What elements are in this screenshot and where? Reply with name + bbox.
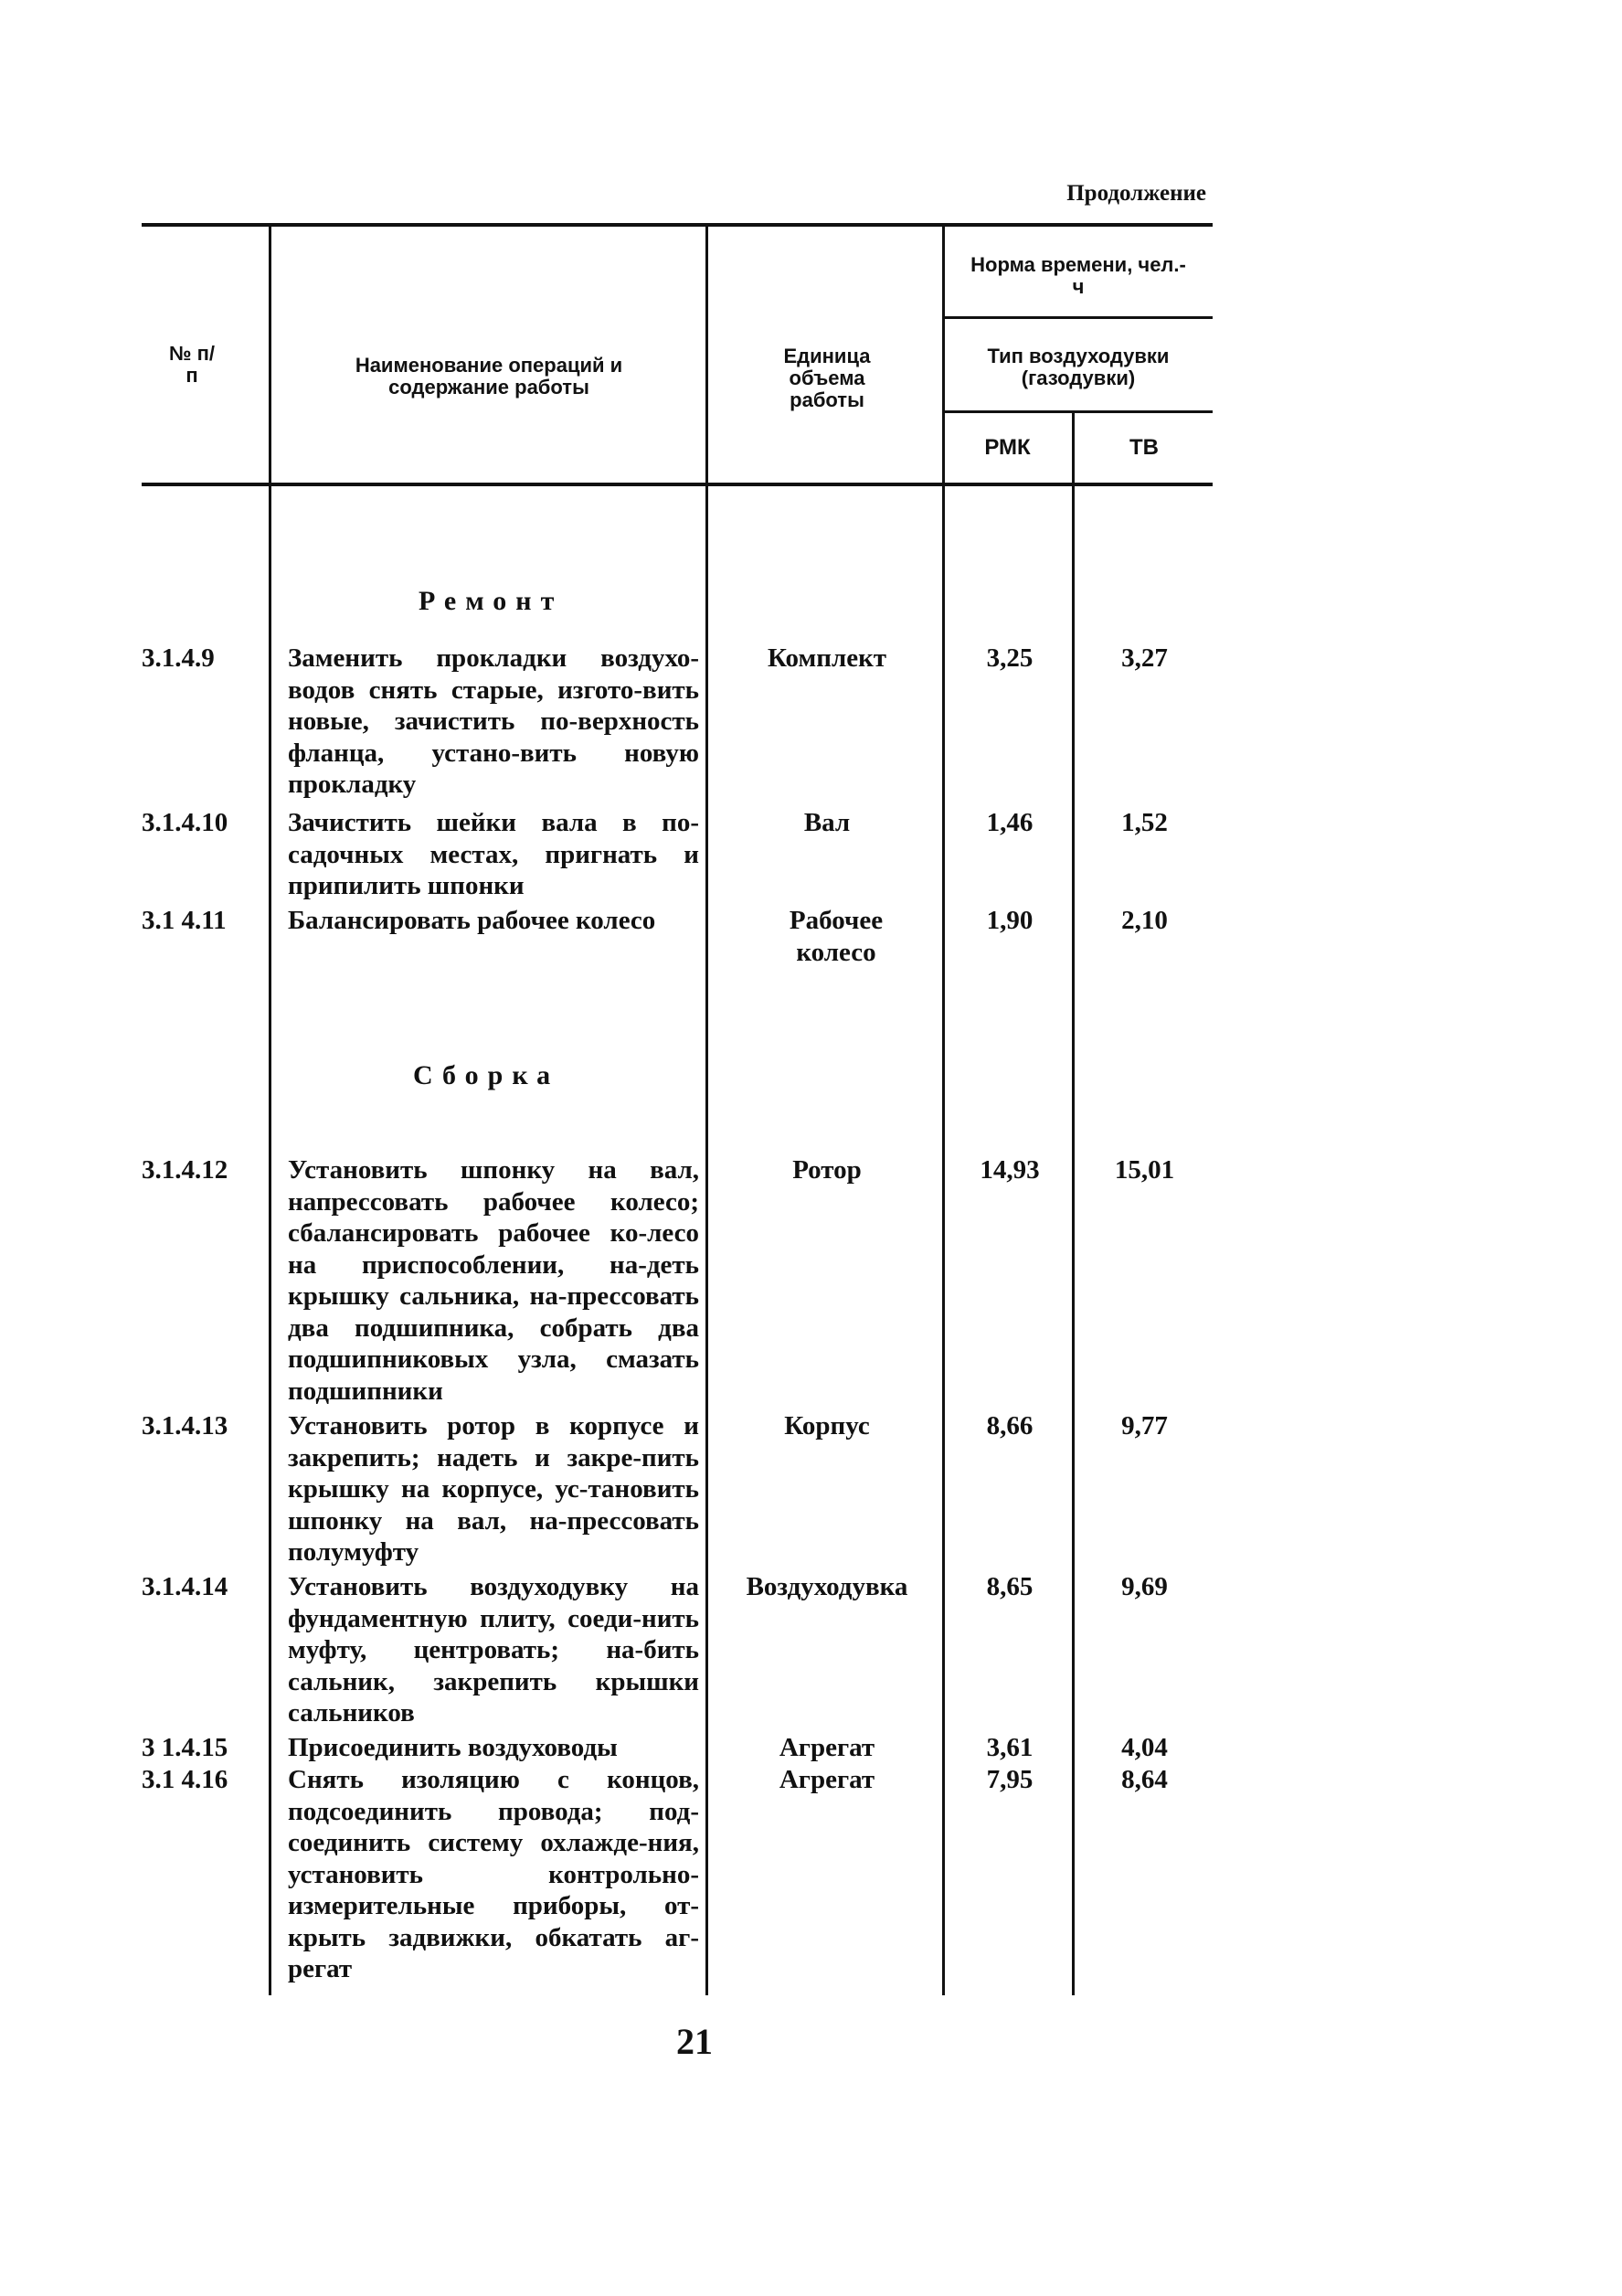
row-unit-3: Рабочее колесо <box>789 906 884 967</box>
row-tv-6: 9,69 <box>1121 1572 1168 1601</box>
row-rmk-5: 8,66 <box>986 1411 1034 1440</box>
row-rmk-7: 3,61 <box>986 1733 1034 1762</box>
column-divider-1 <box>269 225 271 1995</box>
header-name: Наименование операций и содержание работы <box>355 354 623 399</box>
row-desc-6: Установить воздуходувку на фундаментную плиту, соеди-нить муфту, центровать; на-бить сальник, закрепить крышки сальников <box>288 1572 699 1727</box>
section-title-repair: Ремонт <box>419 586 564 616</box>
row-rmk-6: 8,65 <box>986 1572 1034 1601</box>
norm-divider-rule <box>943 316 1213 319</box>
row-num-2: 3.1.4.10 <box>142 808 228 837</box>
row-unit-2: Вал <box>803 808 851 837</box>
row-rmk-8: 7,95 <box>986 1765 1034 1794</box>
row-tv-7: 4,04 <box>1121 1733 1168 1762</box>
row-rmk-1: 3,25 <box>986 643 1034 673</box>
row-num-4: 3.1.4.12 <box>142 1155 228 1185</box>
page-number: 21 <box>676 2021 713 2062</box>
row-num-6: 3.1.4.14 <box>142 1572 228 1601</box>
row-desc-8: Снять изоляцию с концов, подсоединить провода; под-соединить систему охлажде-ния, установить контрольно-измерительные приборы, от-крыть задвижки, обкатать аг-регат <box>288 1765 699 1983</box>
row-desc-5: Установить ротор в корпусе и закрепить; надеть и закре-пить крышку на корпусе, ус-тановить шпонку на вал, на-прессовать полумуфту <box>288 1411 699 1567</box>
continuation-label: Продолжение <box>1066 181 1206 206</box>
row-unit-6: Воздуходувка <box>746 1572 908 1601</box>
row-rmk-2: 1,46 <box>986 808 1034 837</box>
row-desc-3: Балансировать рабочее колесо <box>288 906 656 935</box>
row-num-5: 3.1.4.13 <box>142 1411 228 1440</box>
row-rmk-3: 1,90 <box>986 906 1034 935</box>
header-norm: Норма времени, чел.-ч <box>970 253 1186 298</box>
row-unit-8: Агрегат <box>779 1765 875 1794</box>
table-top-rule <box>142 223 1213 227</box>
row-tv-8: 8,64 <box>1121 1765 1168 1794</box>
row-unit-4: Ротор <box>792 1155 862 1185</box>
row-desc-2: Зачистить шейки вала в по-садочных местах, пригнать и припилить шпонки <box>288 808 699 900</box>
row-num-7: 3 1.4.15 <box>142 1733 228 1762</box>
header-unit: Единица объема работы <box>783 345 871 411</box>
row-desc-4: Установить шпонку на вал, напрессовать рабочее колесо; сбалансировать рабочее ко-лесо на приспособлении, на-деть крышку сальника, на-прессовать два подшипника, собрать два подшипниковых узла, смазать подшипники <box>288 1155 699 1406</box>
row-desc-1: Заменить прокладки воздухо-водов снять старые, изгото-вить новые, зачистить по-верхность фланца, устано-вить новую прокладку <box>288 643 699 799</box>
row-unit-5: Корпус <box>784 1411 870 1440</box>
type-divider-rule <box>943 410 1213 413</box>
header-col-tv: ТВ <box>1129 435 1159 460</box>
column-divider-3 <box>942 225 945 1995</box>
row-tv-5: 9,77 <box>1121 1411 1168 1440</box>
row-rmk-4: 14,93 <box>980 1155 1040 1185</box>
header-type: Тип воздуходувки (газодувки) <box>987 345 1170 389</box>
row-tv-1: 3,27 <box>1121 643 1168 673</box>
header-col-rmk: РМК <box>984 435 1031 460</box>
column-divider-2 <box>705 225 708 1995</box>
row-unit-7: Агрегат <box>779 1733 875 1762</box>
row-num-3: 3.1 4.11 <box>142 906 227 935</box>
section-title-assembly: Сборка <box>413 1060 560 1090</box>
row-desc-7: Присоединить воздуховоды <box>288 1733 618 1762</box>
row-tv-4: 15,01 <box>1114 1155 1175 1185</box>
row-tv-3: 2,10 <box>1121 906 1168 935</box>
header-bottom-rule <box>142 483 1213 486</box>
header-num: № п/п <box>168 342 216 387</box>
row-num-8: 3.1 4.16 <box>142 1765 228 1794</box>
row-tv-2: 1,52 <box>1121 808 1168 837</box>
row-unit-1: Комплект <box>767 643 887 673</box>
row-num-1: 3.1.4.9 <box>142 643 215 673</box>
